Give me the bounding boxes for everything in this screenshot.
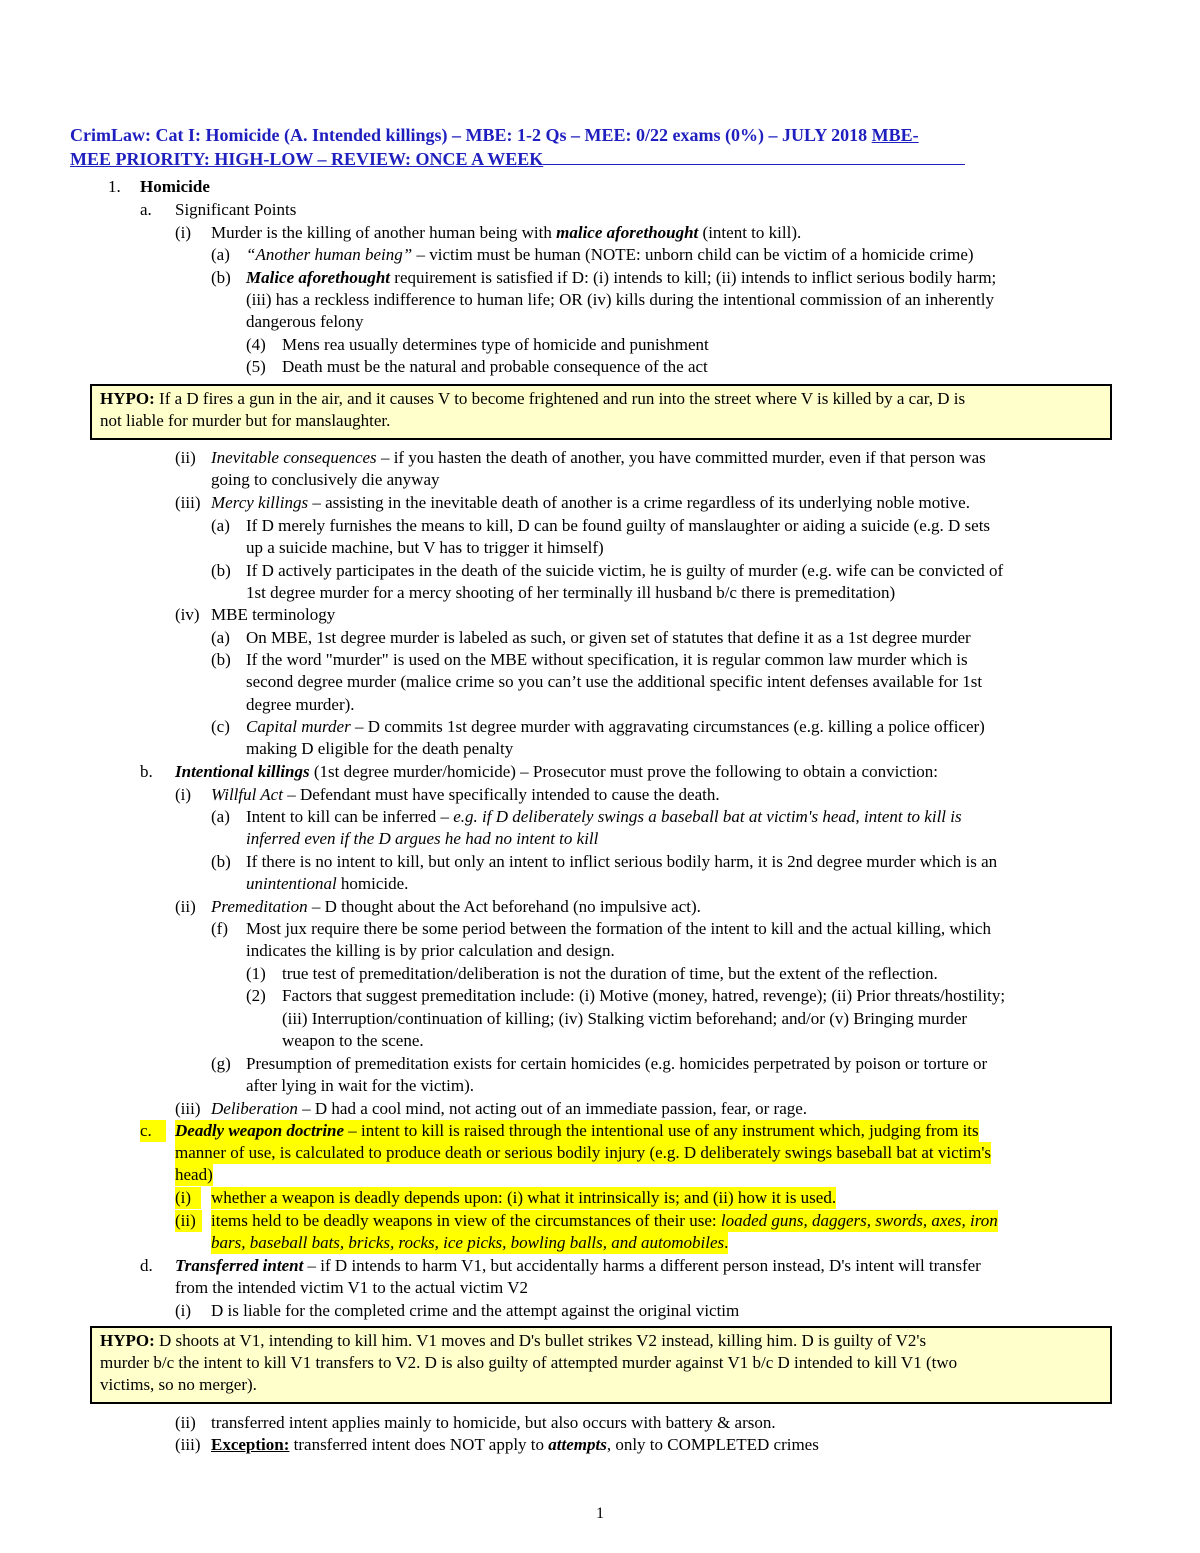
highlighted-line: bars, baseball bats, bricks, rocks, ice picks, bowling balls, and automobiles. — [211, 1233, 729, 1252]
outline-line: indicates the killing is by prior calculation and design. — [246, 941, 615, 960]
outline-line: up a suicide machine, but V has to trigger it himself) — [246, 538, 604, 557]
outline-line: Intent to kill can be inferred – e.g. if D deliberately swings a baseball bat at victim's head, intent to kill is — [246, 807, 962, 826]
hypo-box: HYPO: If a D fires a gun in the air, and it causes V to become frightened and run into the street where V is killed by a car, D is not liable for murder but for manslaughter. — [90, 384, 1112, 440]
outline-label: (a) — [211, 807, 230, 826]
outline-label: (b) — [211, 650, 231, 669]
outline-line: Mens rea usually determines type of homicide and punishment — [282, 335, 709, 354]
outline-line: Capital murder – D commits 1st degree murder with aggravating circumstances (e.g. killing a police officer) — [246, 717, 985, 736]
outline-label: (f) — [211, 919, 228, 938]
outline-line: If D actively participates in the death of the suicide victim, he is guilty of murder (e.g. wife can be convicted of — [246, 561, 1004, 580]
outline-label: (iii) — [175, 493, 201, 512]
outline-label: b. — [140, 762, 153, 781]
hypo-label: HYPO: — [100, 389, 155, 408]
outline-line: “Another human being” – victim must be human (NOTE: unborn child can be victim of a homicide crime) — [246, 245, 974, 264]
outline-line: If D merely furnishes the means to kill, D can be found guilty of manslaughter or aiding a suicide (e.g. D sets — [246, 516, 991, 535]
outline-line: On MBE, 1st degree murder is labeled as such, or given set of statutes that define it as a 1st degree murder — [246, 628, 971, 647]
subsection-heading: Intentional killings (1st degree murder/homicide) – Prosecutor must prove the following to obtain a conviction: — [175, 762, 939, 781]
page-number: 1 — [596, 1505, 604, 1522]
hypo-box: HYPO: D shoots at V1, intending to kill him. V1 moves and D's bullet strikes V2 instead, killing him. D is guilty of V2's murder b/c the intent to kill V1 transfers to V2. D is also guilty of attempted murder against V1 b/c D intended to kill V1 (two victims, so no merger). — [90, 1326, 1112, 1404]
outline-line: (iii) has a reckless indifference to human life; OR (iv) kills during the intentional commission of an inherently — [246, 290, 994, 309]
outline-label: d. — [140, 1256, 153, 1275]
outline-label: (b) — [211, 852, 231, 871]
outline-line: Presumption of premeditation exists for certain homicides (e.g. homicides perpetrated by poison or torture or — [246, 1054, 988, 1073]
outline-line: Most jux require there be some period between the formation of the intent to kill and the actual killing, which — [246, 919, 991, 938]
outline-line: MBE terminology — [211, 605, 336, 624]
outline-label: (iv) — [175, 605, 200, 624]
outline-line: D is liable for the completed crime and the attempt against the original victim — [211, 1301, 740, 1320]
outline-line: true test of premeditation/deliberation is not the duration of time, but the extent of the reflection. — [282, 964, 938, 983]
outline-line: 1st degree murder for a mercy shooting of her terminally ill husband b/c there is premeditation) — [246, 583, 896, 602]
outline-line: weapon to the scene. — [282, 1031, 424, 1050]
title-underline-fill — [543, 149, 965, 165]
outline-line: If the word "murder" is used on the MBE without specification, it is regular common law murder which is — [246, 650, 968, 669]
outline-label: (b) — [211, 268, 231, 287]
subsection-heading: Transferred intent – if D intends to harm V1, but accidentally harms a different person instead, D's intent will transfer — [175, 1256, 981, 1275]
outline-line: from the intended victim V1 to the actual victim V2 — [175, 1278, 528, 1297]
outline-line: Factors that suggest premeditation include: (i) Motive (money, hatred, revenge); (ii) Prior threats/hostility; — [282, 986, 1006, 1005]
highlighted-line: items held to be deadly weapons in view of the circumstances of their use: loaded guns, daggers, swords, axes, iron — [211, 1211, 998, 1230]
outline-line: unintentional homicide. — [246, 874, 409, 893]
highlighted-line: whether a weapon is deadly depends upon: (i) what it intrinsically is; and (ii) how it is used. — [211, 1188, 837, 1207]
outline-line: (iii) Interruption/continuation of killing; (iv) Stalking victim beforehand; and/or (v) Bringing murder — [282, 1009, 968, 1028]
outline-label: (iii) — [175, 1099, 201, 1118]
outline-line: making D eligible for the death penalty — [246, 739, 514, 758]
outline-line: second degree murder (malice crime so you can’t use the additional specific intent defenses available for 1st — [246, 672, 983, 691]
outline-label: (i) — [175, 1301, 192, 1320]
outline-label: (i) — [175, 785, 192, 804]
outline-line: Death must be the natural and probable consequence of the act — [282, 357, 708, 376]
outline-line: Premeditation – D thought about the Act beforehand (no impulsive act). — [211, 897, 701, 916]
section-heading-homicide: Homicide — [140, 177, 210, 196]
outline-line: Willful Act – Defendant must have specifically intended to cause the death. — [211, 785, 720, 804]
outline-line: Deliberation – D had a cool mind, not acting out of an immediate passion, fear, or rage. — [211, 1099, 808, 1118]
outline-line: Inevitable consequences – if you hasten the death of another, you have committed murder, even if that person was — [211, 448, 986, 467]
outline-label: (a) — [211, 628, 230, 647]
outline-line: dangerous felony — [246, 312, 364, 331]
outline-line: going to conclusively die anyway — [211, 470, 440, 489]
outline-label: (i) — [175, 1187, 201, 1209]
outline-line: inferred even if the D argues he had no intent to kill — [246, 829, 599, 848]
highlighted-line: manner of use, is calculated to produce death or serious bodily injury (e.g. D deliberately swings baseball bat at victim's — [175, 1143, 991, 1162]
hypo-label: HYPO: — [100, 1331, 155, 1350]
outline-label: (ii) — [175, 1210, 202, 1232]
outline-label: a. — [140, 200, 152, 219]
outline-label: (ii) — [175, 897, 196, 916]
outline-label: (c) — [211, 717, 230, 736]
highlighted-line: head) — [175, 1165, 213, 1184]
outline-line: Malice aforethought requirement is satisfied if D: (i) intends to kill; (ii) intends to inflict serious bodily harm; — [246, 268, 997, 287]
outline-label: (5) — [246, 357, 266, 376]
outline-label: (i) — [175, 223, 192, 242]
highlighted-line: Deadly weapon doctrine – intent to kill is raised through the intentional use of any instrument which, judging from its — [175, 1121, 979, 1140]
outline-label: (iii) — [175, 1435, 201, 1454]
subsection-heading: Significant Points — [175, 200, 297, 219]
outline-line: transferred intent applies mainly to homicide, but also occurs with battery & arson. — [211, 1413, 776, 1432]
outline-label: (a) — [211, 245, 230, 264]
outline-line: Murder is the killing of another human being with malice aforethought (intent to kill). — [211, 223, 802, 242]
outline-label: c. — [140, 1120, 166, 1142]
outline-line: degree murder). — [246, 695, 355, 714]
outline-line: after lying in wait for the victim). — [246, 1076, 475, 1095]
outline-label: (2) — [246, 986, 266, 1005]
outline-label: (ii) — [175, 448, 196, 467]
outline-line: Exception: transferred intent does NOT apply to attempts, only to COMPLETED crimes — [211, 1435, 819, 1454]
outline-label: (ii) — [175, 1413, 196, 1432]
outline-label: (4) — [246, 335, 266, 354]
outline-line: If there is no intent to kill, but only an intent to inflict serious bodily harm, it is 2nd degree murder which is an — [246, 852, 998, 871]
outline-number-1: 1. — [108, 177, 121, 196]
outline-label: (g) — [211, 1054, 231, 1073]
outline-label: (b) — [211, 561, 231, 580]
outline-line: Mercy killings – assisting in the inevitable death of another is a crime regardless of its underlying noble motive. — [211, 493, 970, 512]
outline-label: (1) — [246, 964, 266, 983]
outline-label: (a) — [211, 516, 230, 535]
document-title: CrimLaw: Cat I: Homicide (A. Intended killings) – MBE: 1-2 Qs – MEE: 0/22 exams (0%) – JULY 2018 MBE- MEE PRIORITY: HIGH-LOW – REVIEW: ONCE A WEEK — [70, 123, 1130, 171]
